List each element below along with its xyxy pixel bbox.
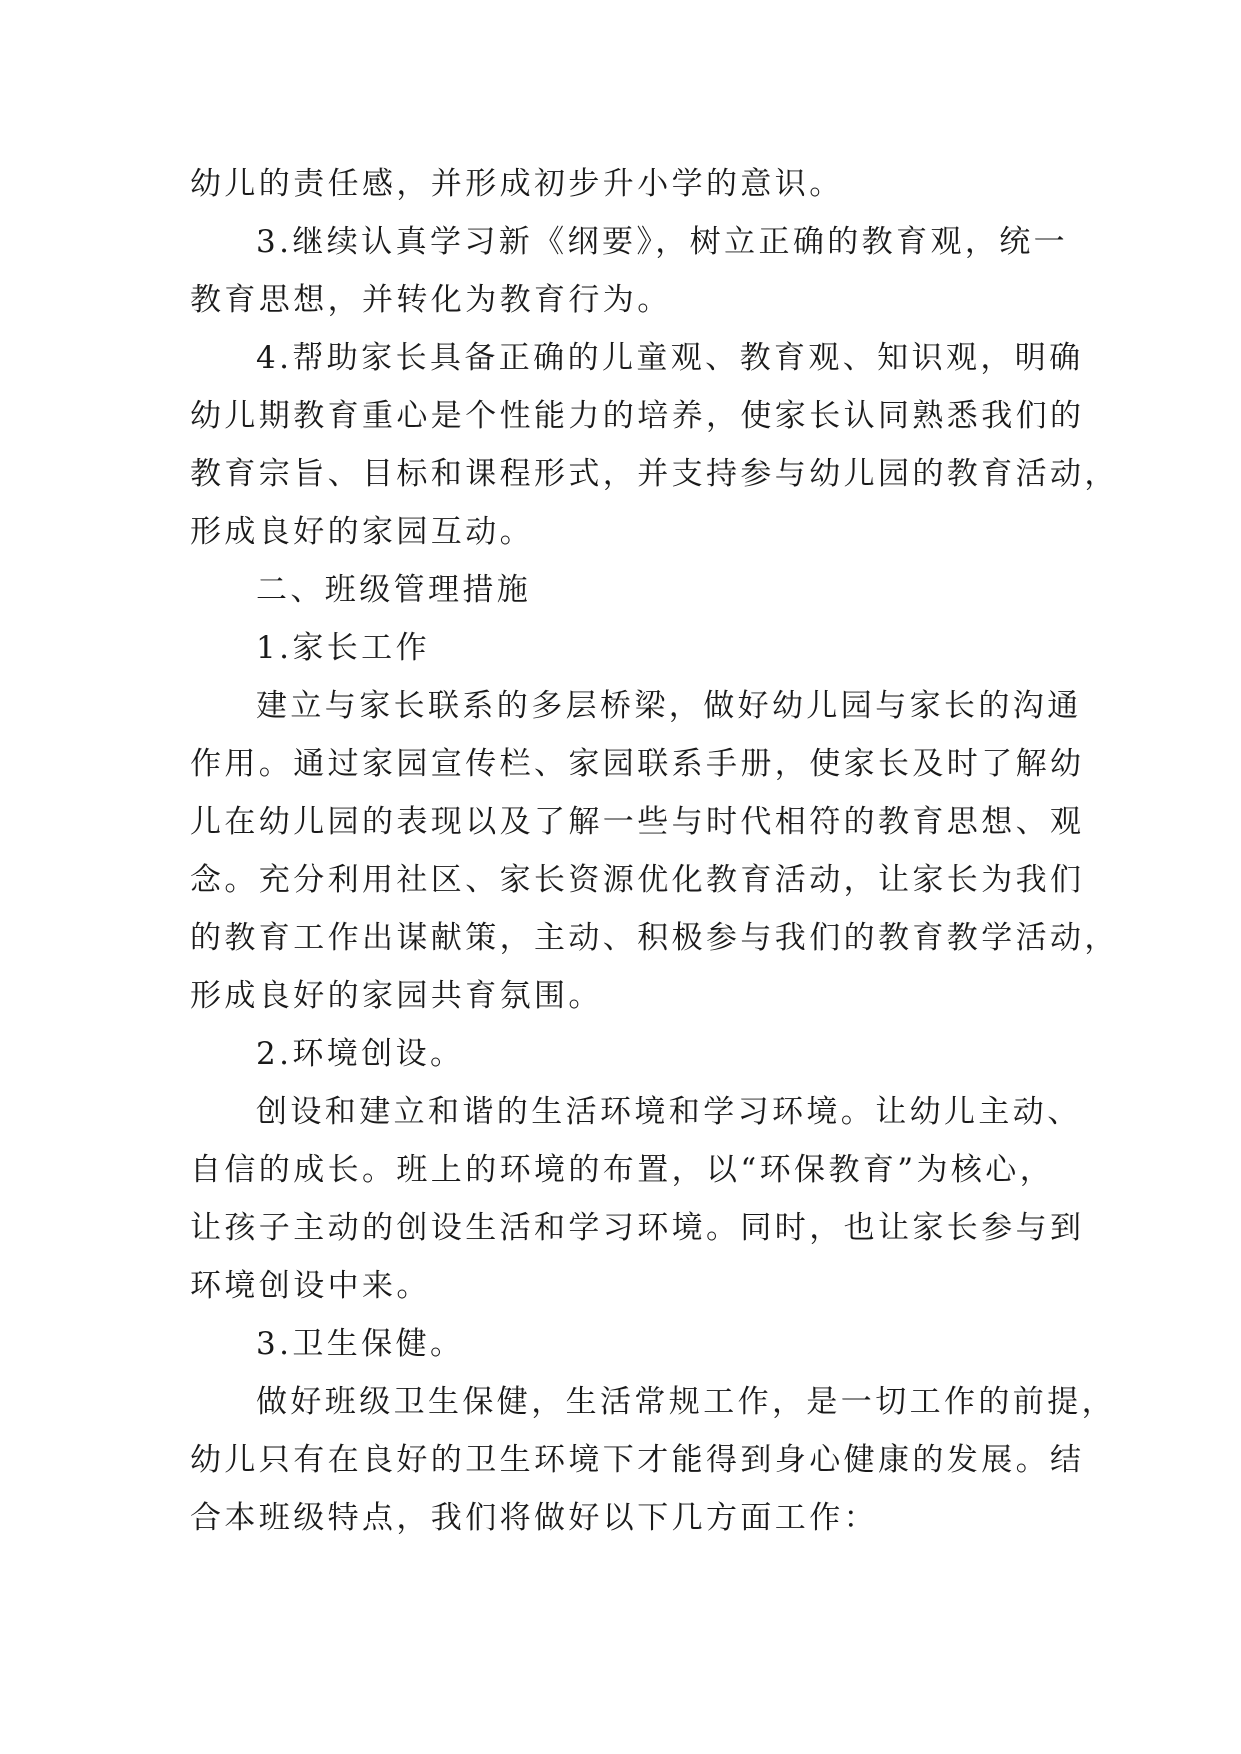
text-line: 儿在幼儿园的表现以及了解一些与时代相符的教育思想、观: [190, 804, 1085, 840]
text-line: 作用。通过家园宣传栏、家园联系手册，使家长及时了解幼: [190, 746, 1085, 782]
subsection-heading: 1.家长工作: [256, 630, 430, 666]
text-line: 教育宗旨、目标和课程形式，并支持参与幼儿园的教育活动，: [190, 456, 1119, 492]
text-line: 形成良好的家园共育氛围。: [190, 978, 603, 1014]
text-line: 念。充分利用社区、家长资源优化教育活动，让家长为我们: [190, 862, 1085, 898]
text-line: 的教育工作出谋献策，主动、积极参与我们的教育教学活动，: [190, 920, 1119, 956]
text-line: 幼儿的责任感，并形成初步升小学的意识。: [190, 166, 844, 202]
text-line: 创设和建立和谐的生活环境和学习环境。让幼儿主动、: [256, 1094, 1082, 1130]
text-line: 幼儿只有在良好的卫生环境下才能得到身心健康的发展。结: [190, 1442, 1085, 1478]
text-line: 4.帮助家长具备正确的儿童观、教育观、知识观，明确: [256, 340, 1084, 376]
text-line: 形成良好的家园互动。: [190, 514, 534, 550]
text-line: 让孩子主动的创设生活和学习环境。同时，也让家长参与到: [190, 1210, 1085, 1246]
subsection-heading: 3.卫生保健。: [256, 1326, 465, 1362]
text-line: 教育思想，并转化为教育行为。: [190, 282, 672, 318]
document-body: [190, 155, 1119, 1547]
text-line: 3.继续认真学习新《纲要》，树立正确的教育观，统一: [256, 224, 1069, 260]
subsection-heading: 2.环境创设。: [256, 1036, 465, 1072]
section-heading: 二、班级管理措施: [256, 572, 532, 608]
text-line: 建立与家长联系的多层桥梁，做好幼儿园与家长的沟通: [256, 688, 1082, 724]
text-line: 做好班级卫生保健，生活常规工作，是一切工作的前提，: [256, 1384, 1116, 1420]
text-line: 自信的成长。班上的环境的布置，以“环保教育”为核心，: [190, 1152, 1055, 1188]
text-line: 合本班级特点，我们将做好以下几方面工作：: [190, 1500, 878, 1536]
text-line: 环境创设中来。: [190, 1268, 431, 1304]
text-line: 幼儿期教育重心是个性能力的培养，使家长认同熟悉我们的: [190, 398, 1085, 434]
